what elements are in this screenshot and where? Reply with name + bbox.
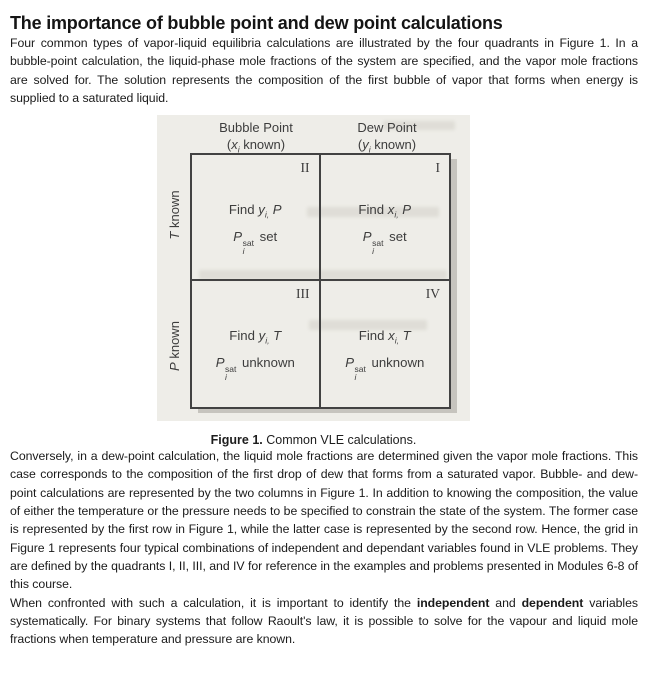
document-title: The importance of bubble point and dew point calculations xyxy=(10,13,503,33)
column-title: Dew Point xyxy=(357,120,417,136)
bold-independent: independent xyxy=(416,595,490,610)
row-label-p-known: P known xyxy=(167,321,182,372)
quadrant-numeral: II xyxy=(300,160,310,176)
quadrant-iii xyxy=(192,281,321,407)
figure-scan-image xyxy=(157,115,470,421)
row-label-t-known: T known xyxy=(167,190,182,240)
find-expression: Find $y_{i,}$ P xyxy=(228,202,282,220)
column-header-bubble-point xyxy=(190,120,322,158)
paragraph-bubble-point: Four common types of vapor-liquid equilibria calculations are illustrated by the four quadrants in Figure 1. In a bubble-point calculation, the liquid-phase mole fractions of the system are specified, and the vapor mole fractions are solved for. The solution represents the composition of the first bubble of vapor that forms when energy is supplied to a saturated liquid. xyxy=(10,36,638,105)
column-title: Bubble Point xyxy=(219,120,293,136)
paragraph-dew-point: Conversely, in a dew-point calculation, the liquid mole fractions are determined given the vapor mole fractions. This case corresponds to the composition of the first drop of dew that forms from a saturated vapor. Bubble- and dew-point calculations are represented by the two columns in Figure 1. In addition to knowing the composition, the value of either the temperature or the pressure needs to be specified to constrain the state of the system. The former case is represented by the first row in Figure 1, while the latter case is represented by the second row. Hence, the grid in Figure 1 represents four typical combinations of independent and dependant variables found in VLE problems. They are defined by the quadrants I, II, III, and IV for reference in the examples and problems presented in Modules 6-8 of this course. xyxy=(10,449,638,592)
quadrant-numeral: IV xyxy=(425,286,440,302)
find-expression: Find $x_{i,}$ P xyxy=(358,202,412,220)
quadrant-numeral: I xyxy=(435,160,440,176)
find-expression: Find $x_{i,}$ T xyxy=(358,328,411,346)
bold-dependent: dependent xyxy=(521,595,584,610)
psat-expression: P sat i unknown xyxy=(345,354,425,382)
find-expression: Find $y_{i,}$ T xyxy=(229,328,282,346)
figure-1 xyxy=(157,115,470,447)
column-header-dew-point xyxy=(321,120,453,158)
column-subtitle: ($y_i$ known) xyxy=(357,137,417,155)
figure-caption-label: Figure 1. xyxy=(210,433,263,448)
psat-expression: P sat i unknown xyxy=(215,354,295,382)
figure-caption xyxy=(157,433,470,447)
quadrant-numeral: III xyxy=(296,286,310,302)
figure-caption-text: Common VLE calculations. xyxy=(262,433,417,448)
quadrant-i xyxy=(321,155,450,281)
psat-expression: P sat i set xyxy=(233,228,278,256)
column-subtitle: ($x_i$ known) xyxy=(226,137,286,155)
paragraph-variables: When confronted with such a calculation, it is important to identify the independent and dependent variables systematically. For binary systems that follow Raoult's law, it is possible to solve for the vapour and liquid mole fractions when temperature and pressure are known. xyxy=(10,595,638,647)
quadrant-iv xyxy=(321,281,450,407)
quadrant-ii xyxy=(192,155,321,281)
psat-expression: P sat i set xyxy=(362,228,407,256)
vle-quadrant-box xyxy=(190,153,451,409)
